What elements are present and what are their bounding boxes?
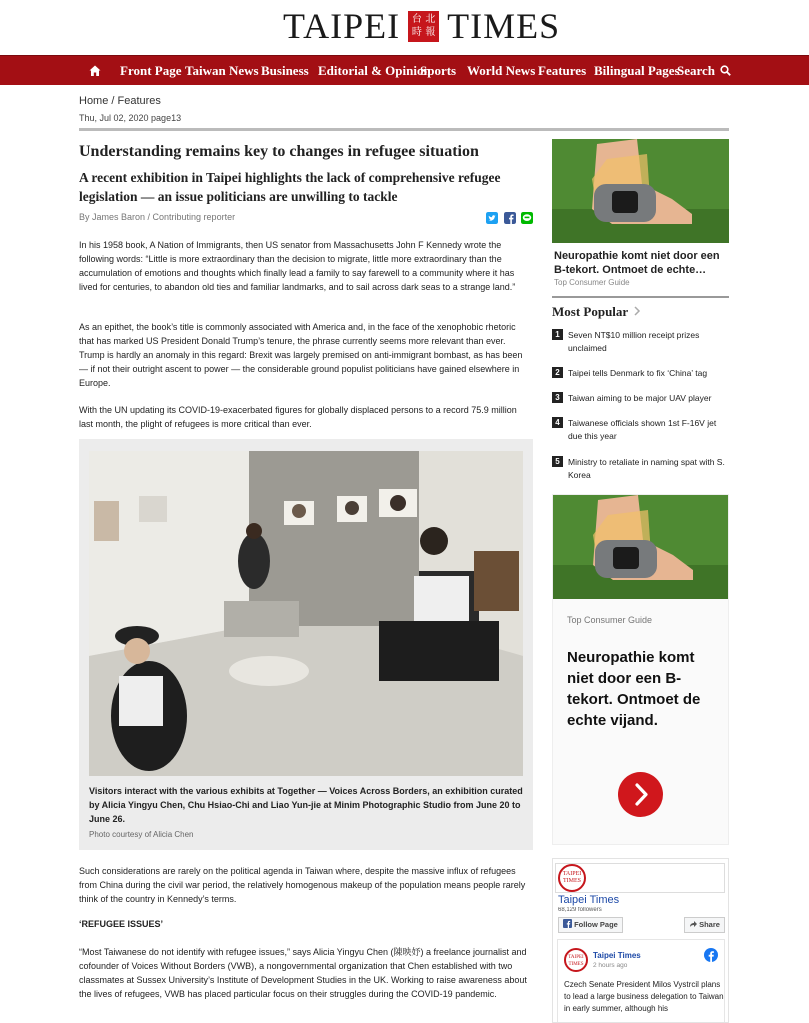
popular-item[interactable]: Ministry to retaliate in naming spat with S. Korea: [568, 457, 725, 480]
fb-share-label: Share: [699, 920, 720, 929]
fb-post-time[interactable]: 2 hours ago: [593, 962, 628, 969]
popular-item[interactable]: Taiwanese officials shown 1st F-16V jet due this year: [568, 418, 717, 441]
nav-bilingual-pages[interactable]: Bilingual Pages: [594, 63, 680, 78]
article-subtitle: A recent exhibition in Taipei highlights the lack of comprehensive refugee legislation — an issue politicians are unwilling to tackle: [79, 170, 501, 204]
article-paragraph: Such considerations are rarely on the political agenda in Taiwan where, despite the massive influx of refugees from China during the civil war period, the relatively homogenous makeup of the population means people rarely think of the country in Kennedy’s terms.: [79, 866, 526, 904]
fb-follow-button[interactable]: [558, 917, 623, 933]
twitter-share-icon[interactable]: [486, 212, 498, 224]
most-popular-heading[interactable]: [552, 304, 641, 320]
fb-post-author[interactable]: Taipei Times: [593, 951, 641, 960]
article-figure: [79, 439, 533, 850]
ad-image[interactable]: [552, 139, 729, 243]
divider: [552, 296, 729, 298]
site-logo[interactable]: [283, 8, 560, 44]
facebook-widget: [552, 858, 729, 1023]
ad-next-button[interactable]: [618, 772, 663, 817]
ad-card[interactable]: [552, 494, 729, 845]
nav-front-page[interactable]: Front Page: [120, 63, 182, 78]
ad-headline[interactable]: Neuropathie komt niet door een B-tekort. Ontmoet de echte…: [554, 250, 720, 276]
masthead: [0, 0, 809, 55]
facebook-share-icon[interactable]: [504, 212, 516, 224]
chevron-right-icon: [633, 306, 641, 316]
fb-followers: 68,129 followers: [558, 907, 602, 913]
fb-post-text: Czech Senate President Milos Vystrcil plans to lead a large business delegation to Taiwan in early summer, although his: [564, 980, 724, 1013]
divider: [79, 128, 729, 131]
nav-business[interactable]: Business: [261, 63, 309, 78]
search-icon: [720, 65, 731, 76]
nav-taiwan-news[interactable]: Taiwan News: [185, 63, 259, 78]
nav-features[interactable]: Features: [538, 63, 587, 78]
fb-follow-label: Follow Page: [574, 920, 618, 929]
rank-badge: 1: [552, 329, 563, 340]
popular-item[interactable]: Seven NT$10 million receipt prizes unclaimed: [568, 330, 700, 353]
article-paragraph: With the UN updating its COVID-19-exacerbated figures for globally displaced persons to a record 75.9 million last month, the plight of refugees is more critical than ever.: [79, 405, 517, 429]
article-byline: By James Baron / Contributing reporter: [79, 212, 236, 222]
nav-editorial-opinion[interactable]: Editorial & Opinion: [318, 63, 431, 78]
popular-item[interactable]: Taiwan aiming to be major UAV player: [568, 393, 712, 403]
logo-seal: 台 北 時 報: [408, 11, 439, 42]
ad-image: [553, 495, 729, 599]
nav-search[interactable]: [677, 56, 731, 86]
main-nav: [0, 55, 809, 85]
exhibition-photo[interactable]: [89, 451, 523, 776]
fb-post-avatar[interactable]: TAIPEI TIMES: [564, 948, 588, 972]
fb-page-name[interactable]: Taipei Times: [558, 894, 620, 906]
most-popular-label: Most Popular: [552, 304, 628, 319]
logo-word-right: TIMES: [447, 6, 561, 46]
popular-item[interactable]: Taipei tells Denmark to fix ‘China’ tag: [568, 368, 708, 378]
article-subhead: ‘REFUGEE ISSUES’: [79, 919, 164, 929]
photo-credit: Photo courtesy of Alicia Chen: [89, 830, 194, 839]
fb-page-logo[interactable]: TAIPEI TIMES: [558, 864, 586, 892]
rank-badge: 2: [552, 367, 563, 378]
article-title: Understanding remains key to changes in refugee situation: [79, 143, 479, 160]
home-icon[interactable]: [89, 65, 101, 77]
share-arrow-icon: [689, 920, 697, 928]
nav-search-label: Search: [677, 63, 716, 78]
chevron-right-icon: [618, 772, 663, 817]
rank-badge: 3: [552, 392, 563, 403]
logo-word-left: TAIPEI: [283, 6, 401, 46]
publish-date: Thu, Jul 02, 2020 page13: [79, 113, 182, 123]
ad-headline: Neuropathie komt niet door een B-tekort. Ontmoet de echte vijand.: [567, 649, 701, 729]
fb-share-button[interactable]: [684, 917, 725, 933]
ad-source: Top Consumer Guide: [567, 615, 653, 625]
nav-world-news[interactable]: World News: [467, 63, 536, 78]
rank-badge: 4: [552, 417, 563, 428]
rank-badge: 5: [552, 456, 563, 467]
figure-caption: Visitors interact with the various exhibits at Together — Voices Across Borders, an exhibition curated by Alicia Yingyu Chen, Chu Hsiao-Chi and Liao Yun-jie at Minim Photographic Studio from June 20 to June 26.: [89, 786, 523, 824]
facebook-icon: [563, 919, 572, 928]
facebook-icon[interactable]: [704, 948, 718, 962]
breadcrumb[interactable]: Home / Features: [79, 95, 161, 107]
ad-source[interactable]: Top Consumer Guide: [554, 278, 630, 287]
nav-sports[interactable]: Sports: [420, 63, 457, 78]
article-paragraph: “Most Taiwanese do not identify with refugee issues,” says Alicia Yingyu Chen (陳映妤) a freelance journalist and cofounder of Voices Without Borders (VWB), a nongovernmental organization that Chen established with two classmates at Sussex University’s Institute of Development Studies in the UK. Working to raise awareness about the lives of refugees, VWB has placed particular focus on their struggles during the COVID-19 pandemic.: [79, 947, 527, 999]
line-share-icon[interactable]: [521, 212, 533, 224]
article-paragraph: In his 1958 book, A Nation of Immigrants, then US senator from Massachusetts John F Kennedy wrote the following words: “Little is more extraordinary than the decision to migrate, little more extraordinary than the accumulation of emotions and thoughts which finally lead a family to say farewell to a community where it has lived for centuries, to abandon old ties and familiar landmarks, and to sail across dark seas to a strange land.”: [79, 240, 516, 292]
article-paragraph: As an epithet, the book’s title is commonly associated with America and, in the face of the xenophobic rhetoric that has marked US President Donald Trump’s tenure, the phrase currently seems more relevant than ever. Trump is hardly an anomaly in this regard: Brexit was largely premised on anti-immigrant bombast, as has been — if not their outright ascent to power — the considerable ground populist politicians have gained elsewhere in Europe.: [79, 322, 523, 388]
